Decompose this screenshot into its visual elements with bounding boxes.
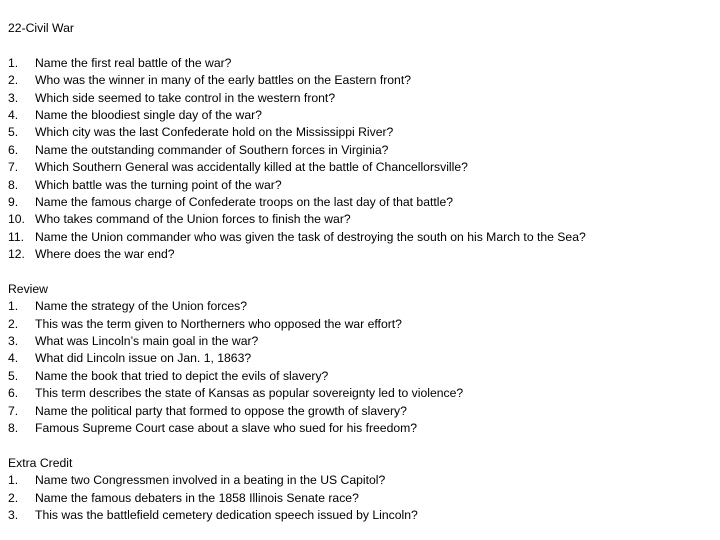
item-text: Which side seemed to take control in the western front? xyxy=(35,90,336,105)
item-text: Name the book that tried to depict the evils of slavery? xyxy=(35,368,329,383)
extra-credit-section xyxy=(8,455,712,525)
question-item xyxy=(8,177,712,194)
item-number: 3. xyxy=(8,90,19,105)
item-number: 8. xyxy=(8,420,19,435)
item-number: 12. xyxy=(8,247,25,262)
review-item xyxy=(8,333,712,350)
item-text: Name two Congressmen involved in a beating in the US Capitol? xyxy=(35,473,386,488)
questions-list xyxy=(8,55,712,264)
question-item xyxy=(8,72,712,89)
review-item xyxy=(8,350,712,367)
item-number: 6. xyxy=(8,142,19,157)
review-heading: Review xyxy=(8,281,48,296)
item-text: What was Lincoln’s main goal in the war? xyxy=(35,334,259,349)
extra-credit-item xyxy=(8,507,712,524)
item-number: 9. xyxy=(8,194,19,209)
item-number: 8. xyxy=(8,177,19,192)
question-item xyxy=(8,159,712,176)
worksheet xyxy=(8,20,712,524)
extra-credit-item xyxy=(8,490,712,507)
item-number: 1. xyxy=(8,55,19,70)
question-item xyxy=(8,194,712,211)
item-number: 6. xyxy=(8,386,19,401)
item-text: Famous Supreme Court case about a slave who sued for his freedom? xyxy=(35,420,418,435)
question-item xyxy=(8,142,712,159)
item-number: 4. xyxy=(8,351,19,366)
extra-credit-heading: Extra Credit xyxy=(8,455,73,470)
item-text: Name the bloodiest single day of the war? xyxy=(35,107,262,122)
question-item xyxy=(8,55,712,72)
item-text: Name the famous charge of Confederate troops on the last day of that battle? xyxy=(35,194,454,209)
item-text: Name the Union commander who was given the task of destroying the south on his March to the Sea? xyxy=(35,229,586,244)
spacer xyxy=(8,37,712,54)
review-item xyxy=(8,403,712,420)
item-number: 2. xyxy=(8,490,19,505)
item-number: 2. xyxy=(8,316,19,331)
item-text: Name the first real battle of the war? xyxy=(35,55,232,70)
question-item xyxy=(8,90,712,107)
item-number: 3. xyxy=(8,507,19,522)
item-text: What did Lincoln issue on Jan. 1, 1863? xyxy=(35,351,252,366)
item-number: 4. xyxy=(8,107,19,122)
item-text: Where does the war end? xyxy=(35,247,175,262)
review-item xyxy=(8,368,712,385)
item-text: Which city was the last Confederate hold on the Mississippi River? xyxy=(35,125,394,140)
question-item xyxy=(8,107,712,124)
extra-credit-item xyxy=(8,472,712,489)
question-item xyxy=(8,229,712,246)
spacer xyxy=(8,263,712,280)
item-number: 3. xyxy=(8,334,19,349)
item-text: Which Southern General was accidentally killed at the battle of Chancellorsville? xyxy=(35,160,468,175)
page-title: 22-Civil War xyxy=(8,21,74,35)
item-text: Name the outstanding commander of Southern forces in Virginia? xyxy=(35,142,389,157)
item-number: 7. xyxy=(8,403,19,418)
item-text: Which battle was the turning point of the war? xyxy=(35,177,282,192)
item-number: 2. xyxy=(8,73,19,88)
item-number: 10. xyxy=(8,212,25,227)
item-text: This was the battlefield cemetery dedication speech issued by Lincoln? xyxy=(35,507,418,522)
review-item xyxy=(8,385,712,402)
review-item xyxy=(8,316,712,333)
item-text: Name the political party that formed to oppose the growth of slavery? xyxy=(35,403,407,418)
item-number: 11. xyxy=(8,229,25,244)
item-text: Who was the winner in many of the early battles on the Eastern front? xyxy=(35,73,411,88)
review-section xyxy=(8,281,712,438)
item-number: 7. xyxy=(8,160,19,175)
spacer xyxy=(8,437,712,454)
review-item xyxy=(8,420,712,437)
item-text: Who takes command of the Union forces to finish the war? xyxy=(35,212,351,227)
item-number: 5. xyxy=(8,125,19,140)
question-item xyxy=(8,246,712,263)
item-text: Name the strategy of the Union forces? xyxy=(35,299,248,314)
question-item xyxy=(8,211,712,228)
item-number: 1. xyxy=(8,299,19,314)
item-text: Name the famous debaters in the 1858 Illinois Senate race? xyxy=(35,490,359,505)
item-text: This term describes the state of Kansas as popular sovereignty led to violence? xyxy=(35,386,464,401)
item-text: This was the term given to Northerners who opposed the war effort? xyxy=(35,316,402,331)
item-number: 5. xyxy=(8,368,19,383)
question-item xyxy=(8,124,712,141)
item-number: 1. xyxy=(8,473,19,488)
review-item xyxy=(8,298,712,315)
